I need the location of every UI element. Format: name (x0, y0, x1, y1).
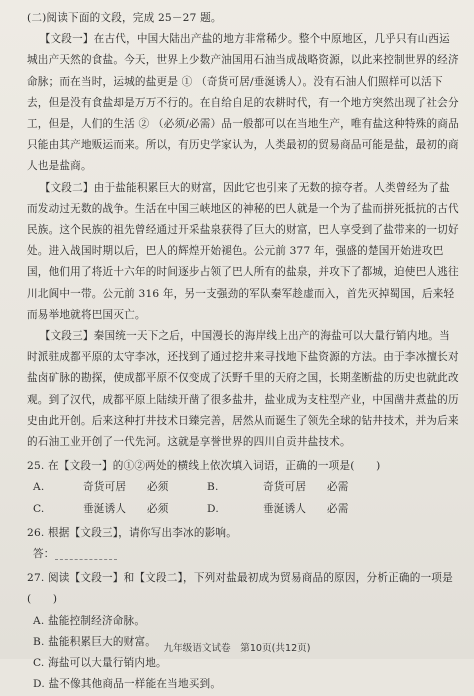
q25-option-c-word2: 必须 (147, 502, 169, 515)
q25-option-d-word1: 垂涎诱人 (263, 502, 307, 515)
q25-option-b-label: B. (207, 481, 219, 494)
answer-blank[interactable] (55, 545, 117, 560)
q25-option-d-word2: 必需 (327, 502, 349, 515)
q27-option-a: A. 盐能控制经济命脉。 (33, 614, 146, 627)
question-27-stem: 27. 阅读【文段一】和【文段二】，下列对盐最初成为贸易商品的原因，分析正确的一项是( ) (27, 572, 453, 606)
q25-option-a-word2: 必须 (147, 481, 169, 494)
question-25-stem: 25. 在【文段一】的①②两处的横线上依次填入词语，正确的一项是( ) (27, 460, 381, 473)
q27-option-b: B. 盐能积累巨大的财富。 (33, 635, 157, 648)
section-title: (二)阅读下面的文段，完成 25－27 题。 (27, 12, 222, 24)
page-content (27, 8, 459, 696)
passage-1: 【文段一】在古代，中国大陆出产盐的地方非常稀少。整个中原地区，几乎只有山西运城出产天然的食盐。今天，世界上少数产油国用石油当成战略资源，以此来控制世界的经济命脉；而在当时，运城的盐更是 ① （奇货可居/垂涎诱人）。没有石油人们照样可以活下去，但是没有食盐却是万万不行的。在自给自足的农耕时代，有一个地方突然出现了社会分工，但是，人们的生活 ② （必须/必需）品一般都可以在当地生产，唯有盐这种特殊的商品只能由其产地贩运而来。所以，有历史学家认为，人类最初的贸易商品可能是盐，最初的商人也是盐商。 (27, 33, 459, 173)
q27-option-d: D. 盐不像其他商品一样能在当地买到。 (33, 678, 222, 691)
q25-option-b-word1: 奇货可居 (263, 481, 307, 494)
question-25-options (27, 477, 459, 519)
question-26-answer (27, 544, 459, 565)
answer-label: 答： (33, 548, 55, 561)
question-26-stem: 26. 根据【文段三】，请你写出李冰的影响。 (27, 526, 238, 539)
q25-option-c-label: C. (33, 502, 45, 515)
q27-option-c: C. 海盐可以大量行销内地。 (33, 657, 167, 670)
q25-option-c-word1: 垂涎诱人 (83, 502, 127, 515)
passage-2: 【文段二】由于盐能积累巨大的财富，因此它也引来了无数的掠夺者。人类曾经为了盐而发动过无数的战争。生活在中国三峡地区的神秘的巴人就是一个为了盐而拼死抵抗的古代民族。这个民族的祖先曾经通过开采盐泉获得了巨大的财富，巴人享受到了盐带来的一切好处。进入战国时期以后，巴人的辉煌开始褪色。公元前 377 年，强盛的楚国开始进攻巴国，他们用了将近十六年的时间逐步占领了巴人所有的盐泉，并攻下了都城，迫使巴人逃往川北阆中一带。公元前 316 年，另一支强劲的军队秦军趁虚而入，首先灭掉蜀国，后来轻而易举地就将巴国灭亡。 (27, 181, 459, 321)
q25-option-b-word2: 必需 (327, 481, 349, 494)
passage-3: 【文段三】秦国统一天下之后，中国漫长的海岸线上出产的海盐可以大量行销内地。当时派驻成都平原的太守李冰，还找到了通过挖井来寻找地下盐资源的方法。由于李冰擅长对盐卤矿脉的勘探，使成都平原不仅变成了沃野千里的天府之国，长期垄断盐的历史也就此改观。到了汉代，成都平原上陆续开凿了很多盐井，盐业成为支柱型产业，中国凿井煮盐的历史由此开创。后来这种打井技术日臻完善，居然从而诞生了领先全球的钻井技术，并为后来的石油工业开创了一代先河。这就是享誉世界的四川自贡井盐技术。 (27, 330, 459, 449)
page-footer: 九年级语文试卷 第10页(共12页) (163, 643, 311, 654)
q25-option-a-label: A. (33, 481, 45, 494)
q25-option-a-word1: 奇货可居 (83, 481, 127, 494)
q25-option-d-label: D. (207, 502, 219, 515)
